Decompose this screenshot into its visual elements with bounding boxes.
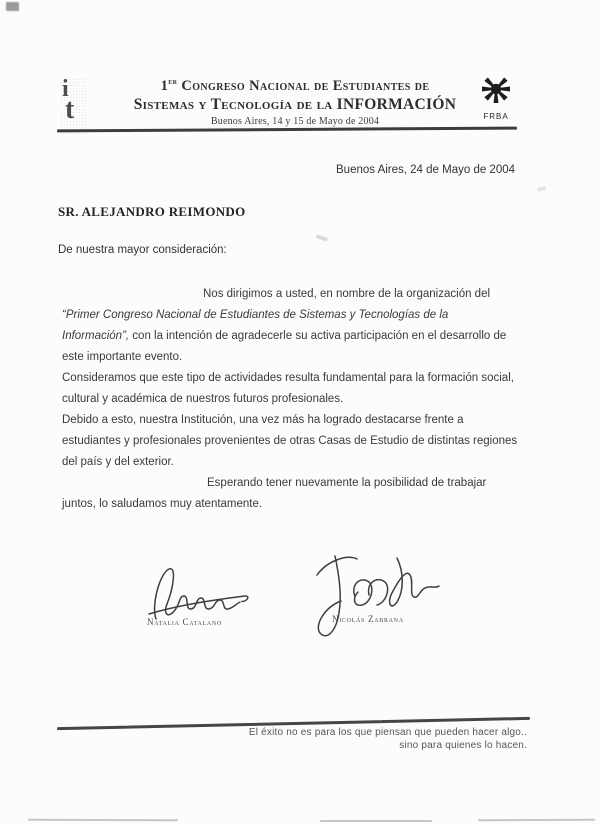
body-line: Información”, con la intención de agradecerle su activa participación en el desarrollo de xyxy=(62,330,507,342)
body-line: Esperando tener nuevamente la posibilidad de trabajar xyxy=(207,477,487,489)
scan-artifact xyxy=(6,2,19,11)
logo-letter-t: t xyxy=(65,94,75,125)
body-line: Consideramos que este tipo de actividades resulta fundamental para la formación social, xyxy=(62,372,514,384)
scan-edge-artifact xyxy=(28,819,178,822)
body-line: Nos dirigimos a usted, en nombre de la organización del xyxy=(203,288,491,300)
utn-caption: FRBA xyxy=(483,112,509,121)
body-line: del país y del exterior. xyxy=(62,456,174,468)
congress-title xyxy=(80,76,510,127)
congress-subtitle: Buenos Aires, 14 y 15 de Mayo de 2004 xyxy=(210,115,380,127)
congress-title-line2: Sistemas y Tecnología de la INFORMACIÓN xyxy=(133,95,457,113)
scan-artifact xyxy=(537,186,547,192)
signatory-name: Natalia Catalano xyxy=(147,617,222,627)
footer-quote-line1: El éxito no es para los que piensan que pueden hacer algo.. xyxy=(248,727,527,738)
footer-quote xyxy=(200,726,527,752)
recipient-name: SR. ALEJANDRO REIMONDO xyxy=(58,204,246,219)
body-line: “Primer Congreso Nacional de Estudiantes de Sistemas y Tecnologías de la xyxy=(62,309,449,321)
date-line: Buenos Aires, 24 de Mayo de 2004 xyxy=(336,164,516,176)
title-ordinal: er xyxy=(168,76,178,86)
title-number: 1 xyxy=(160,77,169,94)
logo-letter-i: i xyxy=(62,76,69,102)
title-line1-rest: Congreso Nacional de Estudiantes de xyxy=(177,77,430,94)
scan-edge-artifact xyxy=(320,820,432,822)
letter-body xyxy=(62,284,544,515)
scan-edge-artifact xyxy=(478,819,595,822)
letterhead-rule xyxy=(57,127,517,133)
signature-natalia-catalano xyxy=(140,557,260,625)
signature-scribble-icon xyxy=(305,545,445,645)
body-line: cultural y académica de nuestros futuros profesionales. xyxy=(62,393,344,405)
signature-scribble-icon xyxy=(140,557,260,625)
utn-logo xyxy=(479,72,513,121)
body-line: estudiantes y profesionales provenientes de otras Casas de Estudio de distintas regiones xyxy=(62,435,518,447)
congress-title-line1 xyxy=(80,76,510,95)
footer-quote-line2: sino para quienes lo hacen. xyxy=(399,740,527,751)
body-line: Debido a esto, nuestra Institución, una vez más ha logrado destacarse frente a xyxy=(62,414,464,426)
scan-artifact xyxy=(316,234,329,242)
body-line: juntos, lo saludamos muy atentamente. xyxy=(62,498,263,510)
body-line: este importante evento. xyxy=(62,351,183,363)
signature-nicolas-zabrana xyxy=(305,545,445,645)
utn-gear-icon xyxy=(479,72,513,106)
salutation: De nuestra mayor consideración: xyxy=(58,244,227,256)
signatory-name: Nicolás Zabrana xyxy=(332,614,404,624)
